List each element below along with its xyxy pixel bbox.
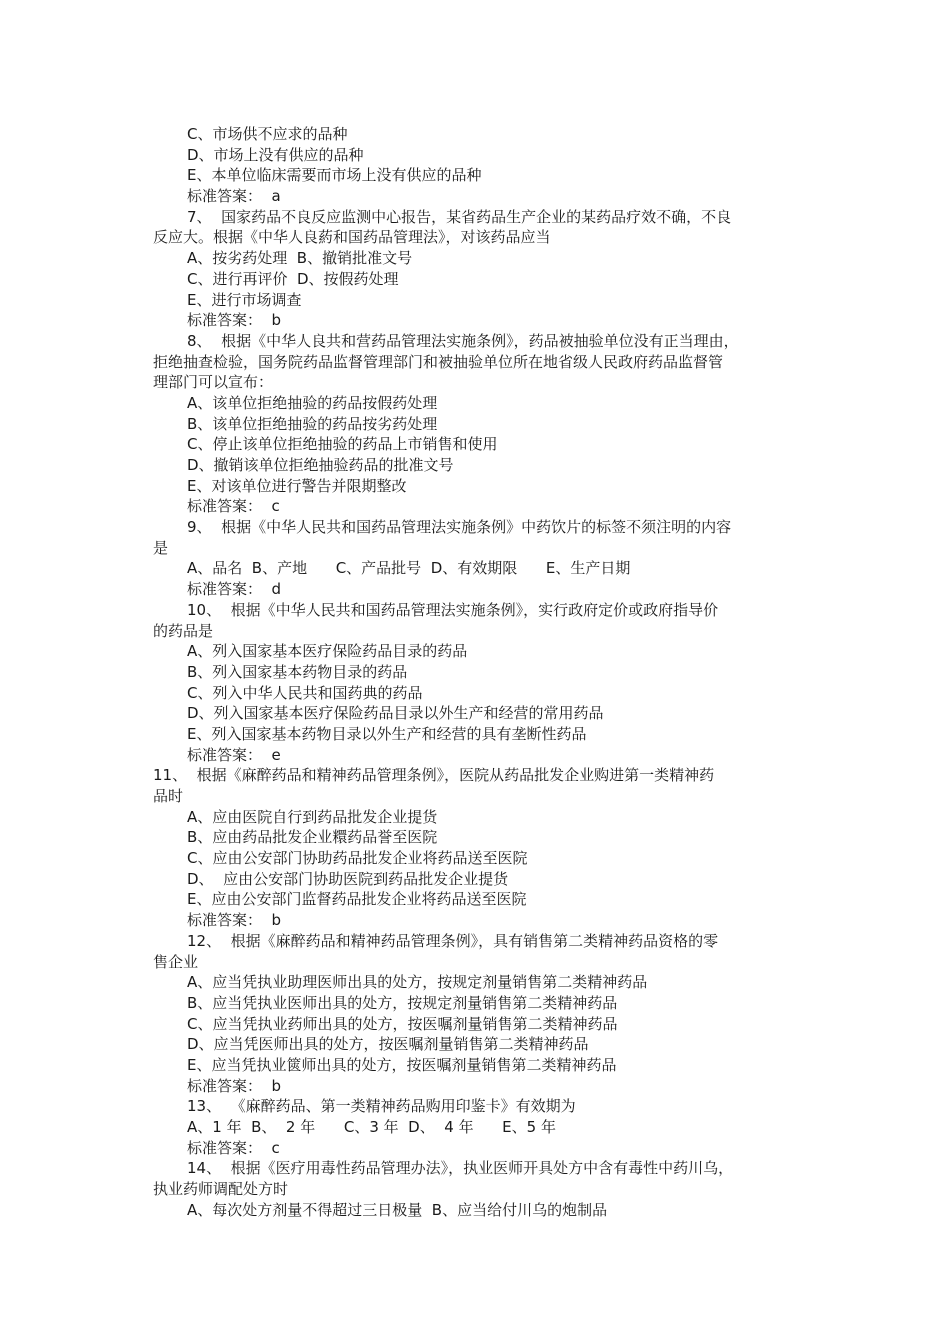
document-body xyxy=(153,124,808,1220)
text-line: C、停止该单位拒绝抽验的药品上市销售和使用 xyxy=(187,435,498,454)
text-line: A、应当凭执业助理医师出具的处方，按规定剂量销售第二类精神药品 xyxy=(187,973,648,992)
text-line: E、对该单位进行警告并限期整改 xyxy=(187,476,407,495)
text-line: A、1 年 B、 2 年 C、3 年 D、 4 年 E、5 年 xyxy=(187,1118,556,1136)
text-line: 8、 根据《中华人良共和营药品管理法实施条例》，药品被抽验单位没有正当理由， xyxy=(187,331,739,350)
text-line: A、列入国家基本医疗保险药品目录的药品 xyxy=(187,642,468,661)
text-line: 标准答案： a xyxy=(187,187,281,206)
text-line: 9、 根据《中华人民共和国药品管理法实施条例》中药饮片的标签不须注明的内容 xyxy=(187,518,732,537)
text-line: A、每次处方剂量不得超过三日极量 B、应当给付川乌的炮制品 xyxy=(187,1200,608,1219)
text-line: 反应大。根据《中华人良葯和国药品管理法》，对该药品应当 xyxy=(153,228,551,247)
text-line: E、本单位临床需要而市场上没有供应的品种 xyxy=(187,166,482,185)
text-line: 拒绝抽查检验，国务院药品监督管理部门和被抽验单位所在地省级人民政府药品监督管 xyxy=(153,352,724,371)
text-line: 标准答案： b xyxy=(187,311,282,330)
text-line: D、列入国家基本医疗保险药品目录以外生产和经营的常用药品 xyxy=(187,704,604,723)
text-line: 理部门可以宣布： xyxy=(153,373,274,392)
text-line: D、市场上没有供应的品种 xyxy=(187,145,364,164)
text-line: E、应由公安部门监督药品批发企业将药品送至医院 xyxy=(187,890,527,909)
text-line: 售企业 xyxy=(153,952,199,971)
text-line: A、该单位拒绝抽验的药品按假药处理 xyxy=(187,393,438,412)
text-line: B、该单位拒绝抽验的药品按劣药处理 xyxy=(187,414,438,433)
text-line: 标准答案： d xyxy=(187,580,282,599)
text-line: D、 应由公安部门协助医院到药品批发企业提货 xyxy=(187,869,509,888)
text-line: 7、 国家药品不良反应监测中心报告，某省药品生产企业的某药品疗效不确，不良 xyxy=(187,207,732,226)
text-line: B、应由药品批发企业糫药品誉至医院 xyxy=(187,828,438,847)
text-line: 标准答案： c xyxy=(187,497,280,516)
text-line: C、列入中华人民共和国药典的药品 xyxy=(187,683,423,702)
text-line: 执业药师调配处方时 xyxy=(153,1180,289,1199)
text-line: 是 xyxy=(153,538,169,557)
text-line: A、应由医院自行到药品批发企业提货 xyxy=(187,807,438,826)
text-line: C、应当凭执业药师出具的处方，按医嘱剂量销售第二类精神药品 xyxy=(187,1014,618,1033)
text-line: 的药品是 xyxy=(153,621,214,640)
text-line: E、应当凭执业篋师出具的处方，按医嘱剂量销售第二类精神药品 xyxy=(187,1055,617,1074)
text-line: 10、 根据《中华人民共和国药品管理法实施条例》，实行政府定价或政府指导价 xyxy=(187,600,719,619)
text-line: B、列入国家基本药物目录的药品 xyxy=(187,662,408,681)
text-line: 14、 根据《医疗用毒性药品管理办法》，执业医师开具处方中含有毒性中药川乌， xyxy=(187,1159,734,1178)
text-line: E、列入国家基本药物目录以外生产和经营的具有垄断性药品 xyxy=(187,724,587,743)
text-line: D、撤销该单位拒绝抽验药品的批准文号 xyxy=(187,456,454,474)
text-line: B、应当凭执业医师出具的处方，按规定剂量销售第二类精神药品 xyxy=(187,993,618,1012)
text-line: 标准答案： c xyxy=(187,1138,280,1157)
text-line: 13、 《麻醉药品、第一类精神药品购用印鉴卡》有效期为 xyxy=(187,1097,576,1116)
text-line: 11、 根据《麻醉药品和精神药品管理条例》，医院从药品批发企业购进第一类精神药 xyxy=(153,766,715,785)
text-line: A、品名 B、产地 C、产品批号 D、有效期限 E、生产日期 xyxy=(187,559,631,578)
text-line: A、按劣药处理 B、撤销批准文号 xyxy=(187,249,413,268)
text-line: C、应由公安部门协助药品批发企业将药品送至医院 xyxy=(187,849,528,868)
text-line: E、进行市场调查 xyxy=(187,290,302,309)
text-line: C、市场供不应求的品种 xyxy=(187,125,348,143)
text-line: C、进行再评价 D、按假药处理 xyxy=(187,269,399,288)
text-line: 标准答案： e xyxy=(187,745,281,764)
text-line: 标准答案： b xyxy=(187,911,282,930)
text-line: 12、 根据《麻醉药品和精神药品管理条例》，具有销售第二类精神药品资格的零 xyxy=(187,931,719,950)
text-line: 标准答案： b xyxy=(187,1076,282,1095)
text-line: 品时 xyxy=(153,787,184,805)
text-line: D、应当凭医师出具的处方，按医嘱剂量销售第二类精神药品 xyxy=(187,1035,589,1054)
